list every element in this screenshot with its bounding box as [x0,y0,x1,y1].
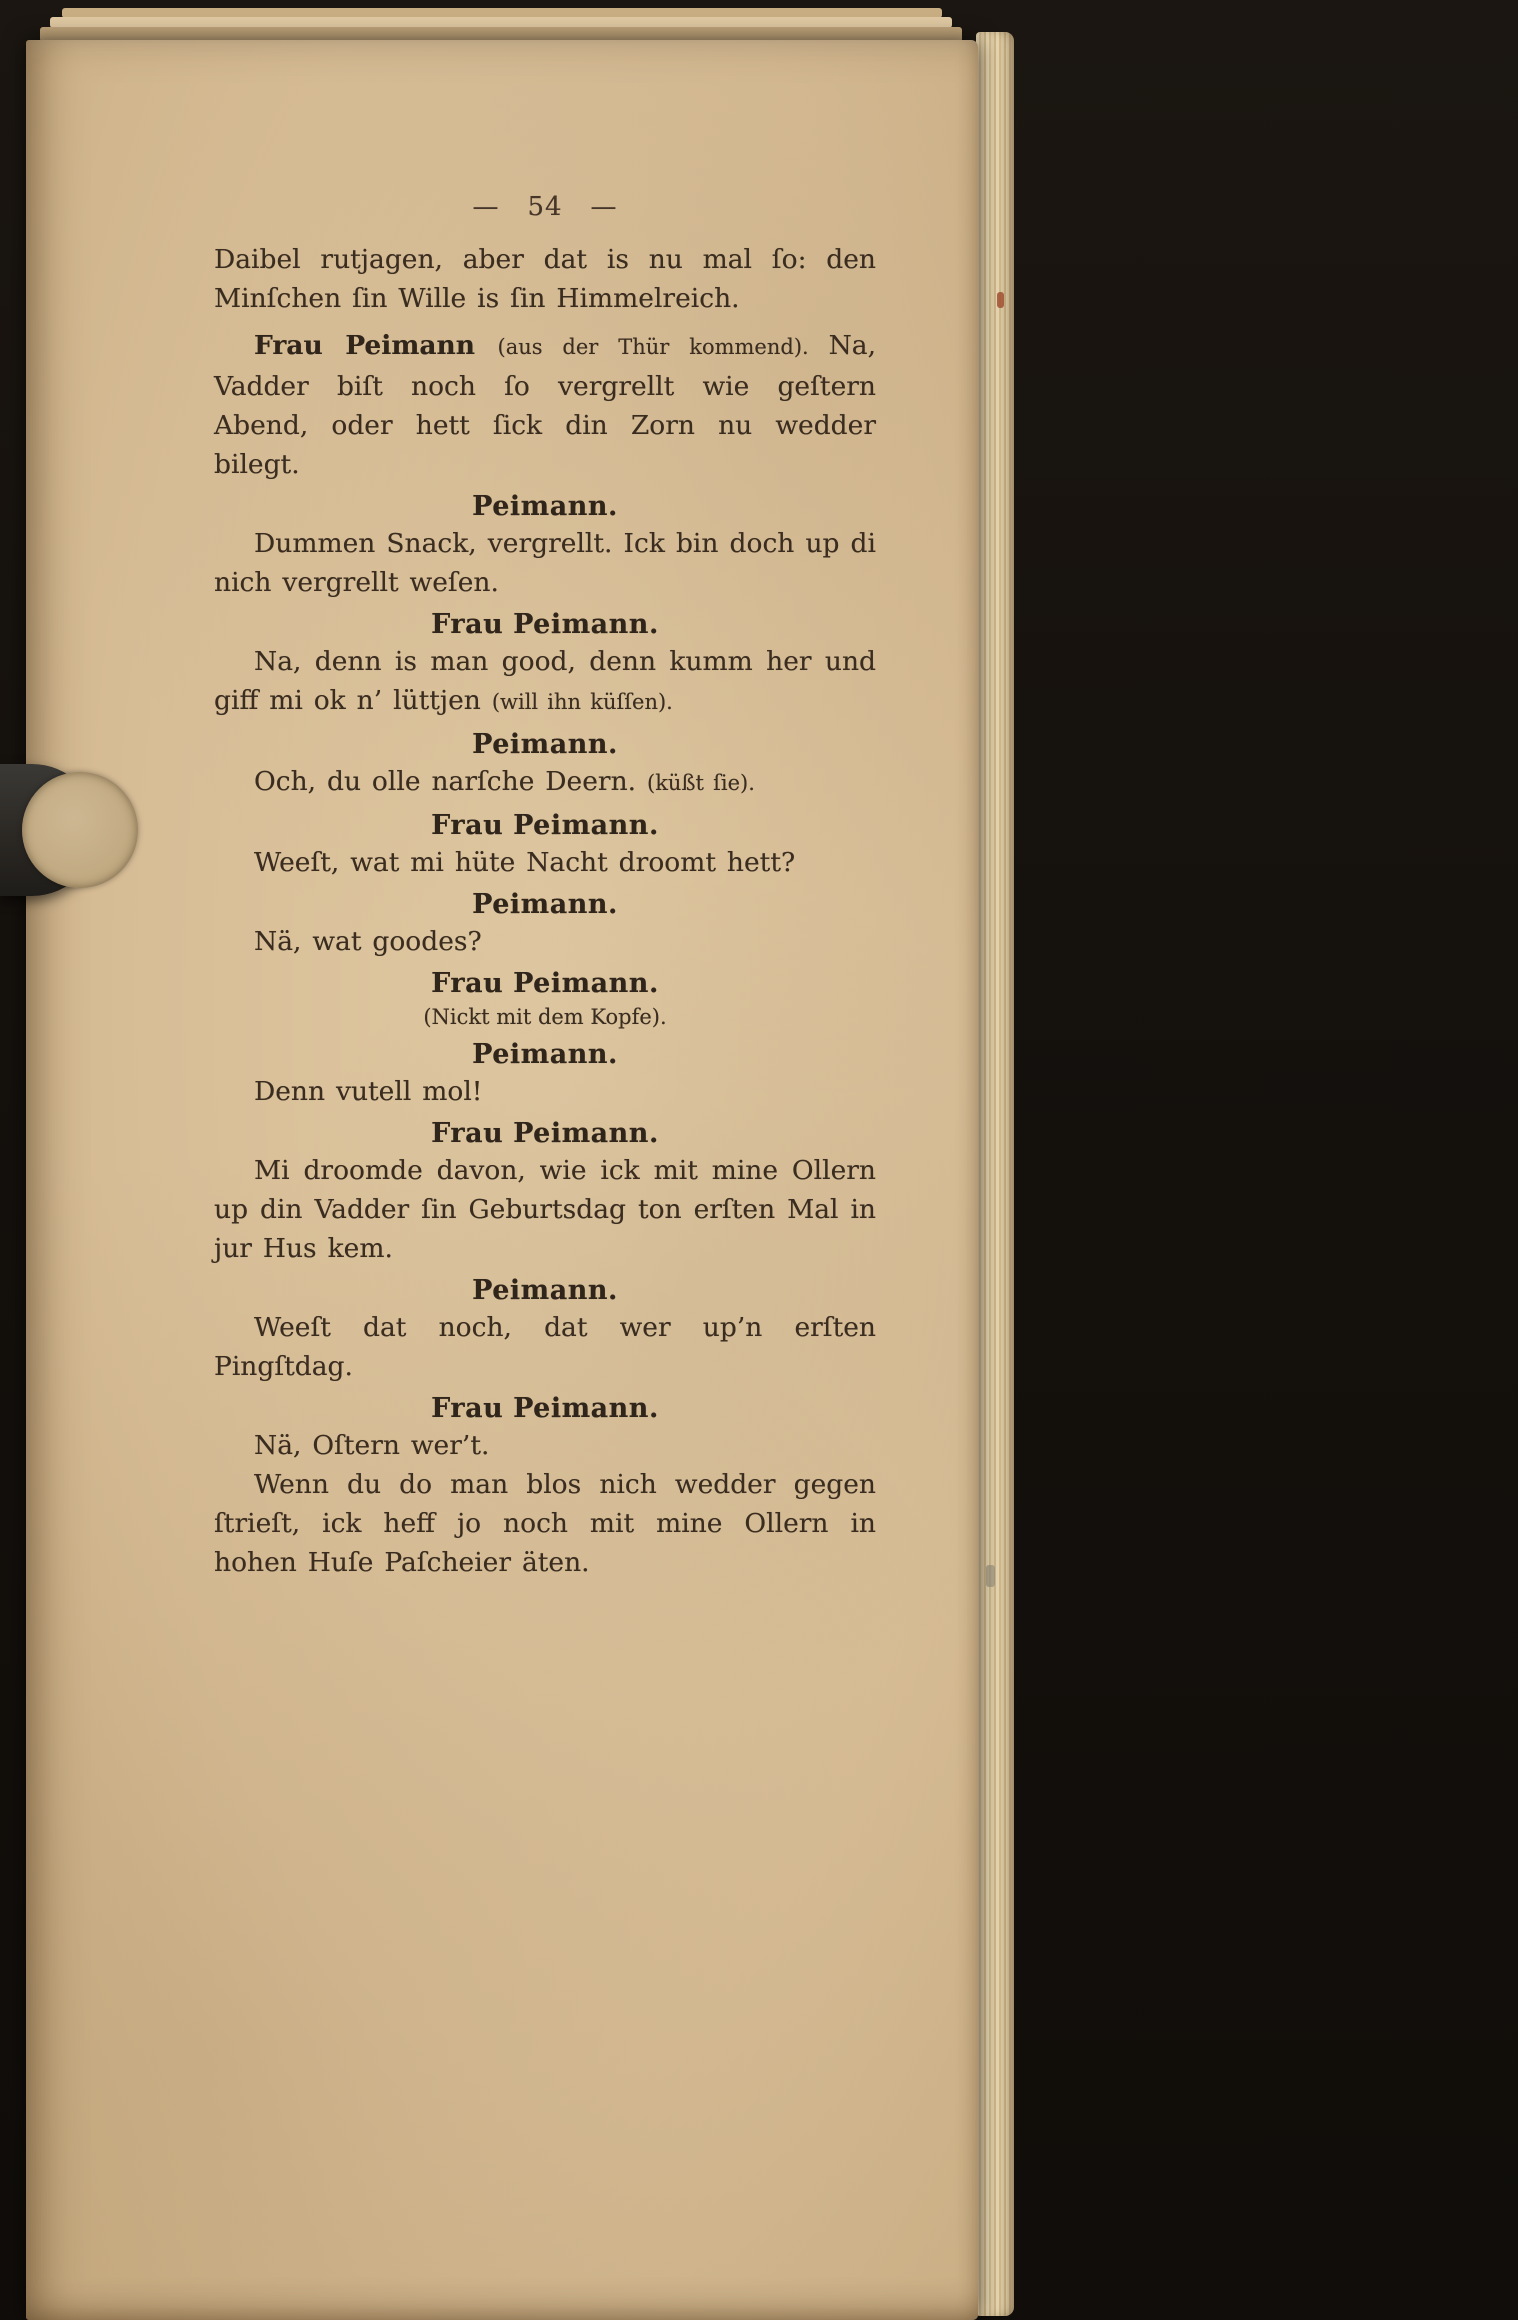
speaker-heading: Peimann. [472,1039,618,1070]
stage-direction-inline: (will ihn küſſen). [491,690,673,714]
dialogue-text: Weeſt, wat mi hüte Nacht droomt hett? [254,847,796,878]
dialogue-paragraph [214,1465,876,1582]
speaker-heading: Frau Peimann. [431,810,659,841]
speaker-heading: Frau Peimann. [431,1393,659,1424]
dialogue-paragraph [214,240,876,318]
dialogue-text: Daibel rutjagen, aber dat is nu mal ſo: den Minſchen ſin Wille is ſin Himmelreich. [214,244,876,314]
text-block [214,192,876,1582]
bookmark-clip-hole [22,772,138,888]
dialogue-text: Och, du olle narſche Deern. [254,766,647,797]
stage-direction-inline: (küßt ſie). [647,771,755,795]
speaker-name-inline: Frau Peimann [254,330,498,361]
dialogue-text: Weeſt dat noch, dat wer up’n erſten Pingſtdag. [214,1312,876,1382]
dialogue-paragraph [214,1072,876,1111]
dialogue-paragraph [214,524,876,602]
dialogue-text: Wenn du do man blos nich wedder gegen ſtrieſt, ick heff jo noch mit mine Ollern in hohen Huſe Paſcheier äten. [214,1469,876,1578]
page-number-dash: — [472,192,500,222]
speaker-heading: Peimann. [472,1275,618,1306]
page-number-value: 54 [527,192,563,222]
dialogue-paragraph [214,1308,876,1386]
page-number-dash: — [590,192,618,222]
speaker-heading: Peimann. [472,889,618,920]
stage-direction-inline: (aus der Thür kommend). [497,335,829,359]
dialogue-paragraph [214,843,876,882]
dialogue-text: Na, Vadder biſt noch ſo vergrellt wie geſtern Abend, oder hett ſick din Zorn nu wedder bilegt. [214,330,876,480]
dialogue-paragraph [214,1426,876,1465]
dialogue-text: Nä, wat goodes? [254,926,482,957]
fore-edge-speck [986,1565,995,1587]
dialogue-text: Dummen Snack, vergrellt. Ick bin doch up di nich vergrellt weſen. [214,528,876,598]
stage-direction: (Nickt mit dem Kopfe). [423,1005,667,1029]
speaker-heading: Frau Peimann. [431,1118,659,1149]
dialogue-paragraph [214,922,876,961]
dialogue-paragraph [214,326,876,484]
book-page [26,40,978,2320]
dialogue-container [214,240,876,1582]
fore-edge-speck [997,292,1004,308]
speaker-heading: Peimann. [472,491,618,522]
book-fore-edge [976,32,1014,2316]
dialogue-paragraph [214,762,876,803]
dialogue-text: Denn vutell mol! [254,1076,483,1107]
page-number [214,192,876,222]
speaker-heading: Frau Peimann. [431,609,659,640]
dialogue-text: Nä, Oſtern wer’t. [254,1430,490,1461]
dialogue-text: Mi droomde davon, wie ick mit mine Ollern up din Vadder ſin Geburtsdag ton erſten Mal in jur Hus kem. [214,1155,876,1264]
speaker-heading: Peimann. [472,729,618,760]
dialogue-text: Na, denn is man good, denn kumm her und giff mi ok n’ lüttjen [214,646,876,716]
dialogue-paragraph [214,642,876,722]
speaker-heading: Frau Peimann. [431,968,659,999]
dialogue-paragraph [214,1151,876,1268]
